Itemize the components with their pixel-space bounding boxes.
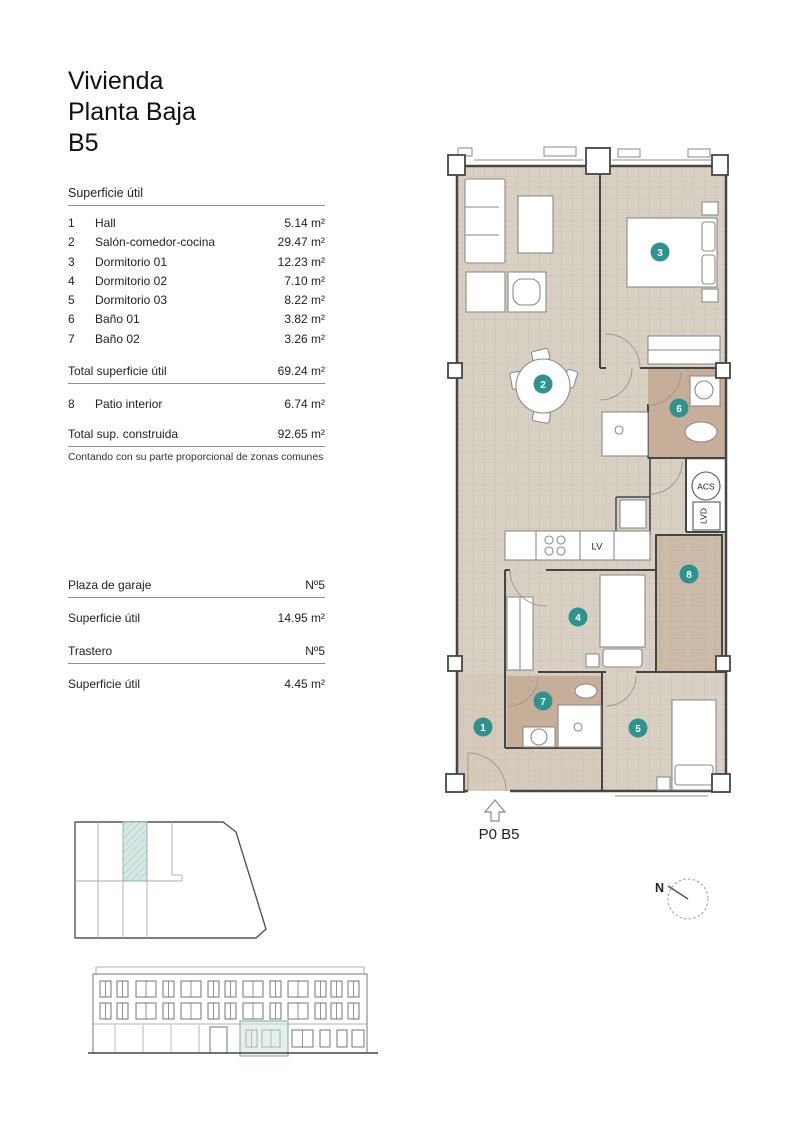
storage-surface-row	[68, 677, 325, 691]
room-area: 8.22 m²	[284, 293, 325, 308]
room-label: Dormitorio 01	[95, 254, 168, 269]
pillow	[702, 255, 715, 284]
kitchen-counter	[505, 531, 650, 560]
room-marker-4	[569, 608, 588, 627]
pillow	[702, 222, 715, 251]
table-row	[68, 294, 325, 306]
room-label: Baño 01	[95, 312, 140, 327]
north-label: N	[654, 881, 664, 895]
surface-table-header: Superficie útil	[68, 186, 325, 206]
nightstand	[586, 654, 599, 667]
shower	[602, 412, 648, 456]
room-area: 12.23 m²	[277, 254, 325, 269]
nightstand	[657, 777, 670, 790]
room-label: Salón-comedor-cocina	[95, 235, 216, 250]
title-line-2: Planta Baja	[68, 98, 196, 126]
room-marker-2	[534, 375, 553, 394]
room-area: 29.47 m²	[277, 235, 325, 250]
room-number: 1	[68, 216, 75, 230]
room-number: 3	[68, 254, 75, 269]
room-number: 4	[68, 273, 75, 288]
nightstand	[702, 289, 718, 302]
storage-surface-value: 4.45 m²	[284, 677, 325, 691]
side-table	[466, 272, 505, 312]
pillow	[675, 765, 713, 785]
title-line-1: Vivienda	[68, 67, 164, 95]
site-plan	[55, 812, 285, 947]
storage-label: Trastero	[68, 644, 113, 658]
storage-surface-label: Superficie útil	[68, 677, 141, 691]
room-number: 8	[68, 397, 75, 411]
svg-text:8: 8	[686, 569, 692, 581]
garage-surface-value: 14.95 m²	[277, 611, 325, 625]
washbasin	[690, 376, 720, 406]
room-area: 6.74 m²	[284, 397, 325, 411]
room-number: 5	[68, 293, 75, 308]
table-row	[68, 275, 325, 287]
title-line-3: B5	[68, 129, 99, 157]
room-marker-3	[651, 243, 670, 262]
room-marker-7	[534, 692, 553, 711]
elevation-drawing	[75, 952, 385, 1064]
room-marker-6	[670, 399, 689, 418]
table-row	[68, 313, 325, 325]
unit-highlight	[240, 1021, 288, 1056]
total-built-row	[68, 427, 325, 447]
table-row	[68, 236, 325, 248]
garage-surface-label: Superficie útil	[68, 611, 141, 625]
room-number: 2	[68, 235, 75, 250]
total-util-label: Total superficie útil	[68, 364, 167, 378]
garage-number: Nº5	[305, 578, 325, 592]
table-row	[68, 217, 325, 229]
toilet	[685, 422, 717, 442]
toilet	[575, 684, 597, 698]
total-util-row	[68, 364, 325, 384]
room-marker-5	[629, 719, 648, 738]
room-marker-8	[680, 565, 699, 584]
parapet-line	[96, 967, 364, 974]
room-area: 5.14 m²	[284, 216, 325, 230]
page-title	[68, 66, 196, 159]
room-label: Hall	[95, 216, 116, 230]
entrance-door	[210, 1027, 227, 1053]
compass-needle	[668, 886, 688, 899]
north-compass	[645, 860, 730, 940]
table-row	[68, 256, 325, 268]
room-area: 7.10 m²	[284, 273, 325, 288]
room-area: 3.82 m²	[284, 312, 325, 327]
unit-highlight	[123, 822, 147, 881]
fridge	[620, 500, 646, 528]
storage-row	[68, 644, 325, 664]
room-number: 6	[68, 312, 75, 327]
room-marker-1	[474, 718, 493, 737]
coffee-table	[518, 196, 553, 253]
floor-plan	[435, 140, 745, 845]
lv-label: LV	[591, 541, 603, 553]
svg-text:1: 1	[480, 722, 486, 734]
room-label: Dormitorio 03	[95, 293, 168, 308]
table-row	[68, 333, 325, 345]
floor-code-label: P0 B5	[478, 826, 520, 843]
patio-row	[68, 398, 325, 410]
total-built-label: Total sup. construida	[68, 427, 179, 441]
acs-label: ACS	[697, 481, 715, 492]
room-label: Baño 02	[95, 331, 140, 346]
single-bed	[600, 575, 645, 647]
room-label: Patio interior	[95, 397, 163, 411]
room-area: 3.26 m²	[284, 331, 325, 346]
entrance-arrow-icon	[485, 800, 505, 821]
nightstand	[702, 202, 718, 215]
svg-text:3: 3	[657, 247, 663, 259]
svg-text:7: 7	[540, 696, 546, 708]
room-label: Dormitorio 02	[95, 273, 168, 288]
svg-text:2: 2	[540, 379, 546, 391]
svg-text:6: 6	[676, 403, 682, 415]
shower	[558, 705, 601, 747]
room-number: 7	[68, 331, 75, 346]
lvd-label: LVD	[698, 508, 709, 524]
garage-label: Plaza de garaje	[68, 578, 152, 592]
garage-surface-row	[68, 611, 325, 625]
site-outline	[75, 822, 266, 938]
total-util-value: 69.24 m²	[277, 364, 325, 378]
surface-table	[68, 217, 325, 352]
svg-text:5: 5	[635, 723, 641, 735]
svg-text:4: 4	[575, 612, 581, 624]
sofa	[465, 179, 505, 263]
storage-number: Nº5	[305, 644, 325, 658]
pillow	[603, 649, 642, 667]
common-zones-note: Contando con su parte proporcional de zonas comunes	[68, 452, 324, 463]
washbasin	[523, 727, 555, 747]
garage-row	[68, 578, 325, 598]
total-built-value: 92.65 m²	[277, 427, 325, 441]
